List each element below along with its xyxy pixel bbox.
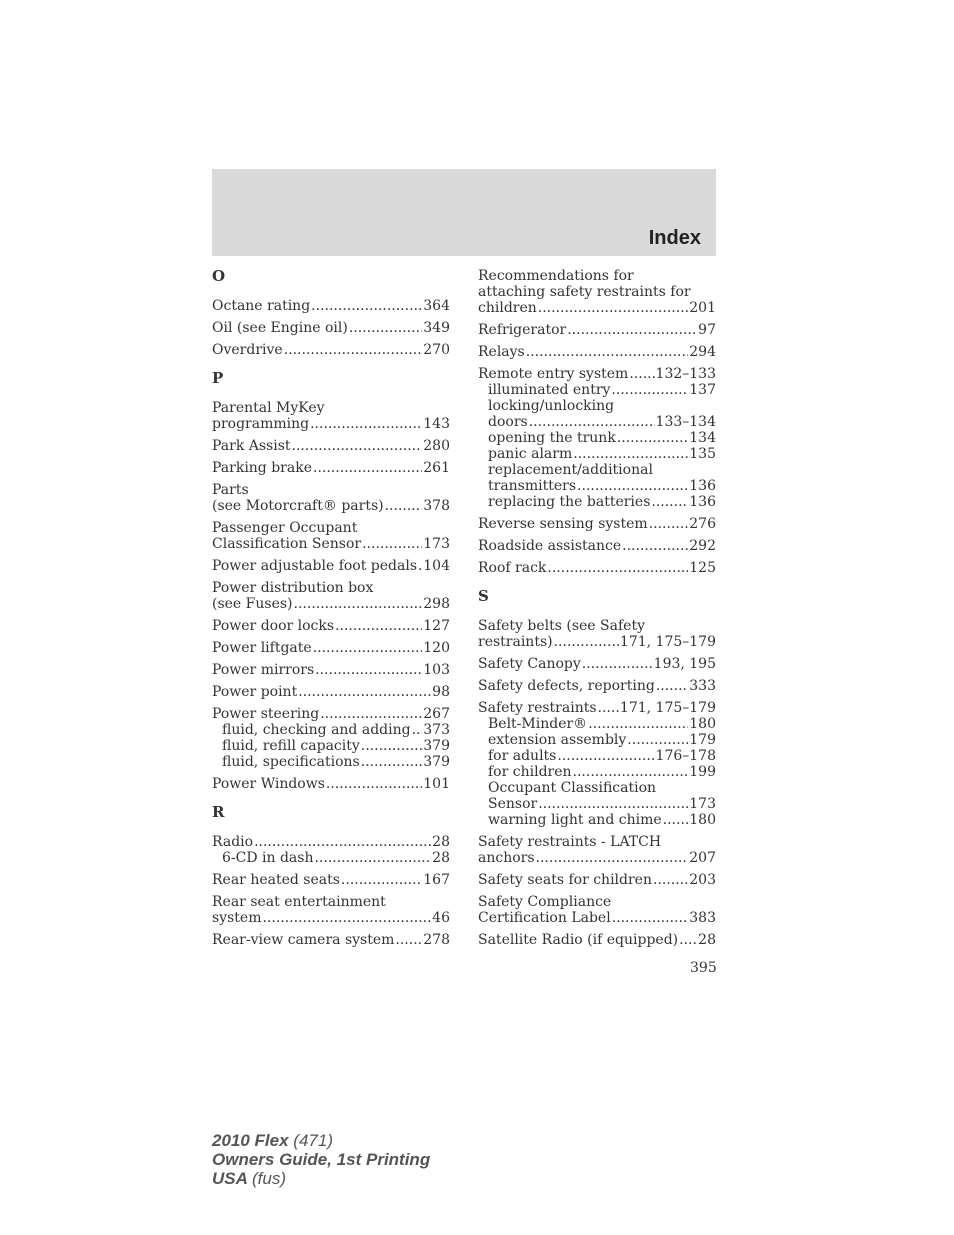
index-subentry: warning light and chime ..... 180	[478, 812, 716, 828]
index-subentry: fluid, checking and adding ..... 373	[212, 722, 450, 738]
index-entry: Rear heated seats ..... 167	[212, 872, 450, 888]
index-subentry: extension assembly ..... 179	[478, 732, 716, 748]
page-number: 395	[690, 960, 717, 976]
footer-imprint: 2010 Flex (471) Owners Guide, 1st Printing USA (fus)	[212, 1131, 431, 1188]
index-subentry: illuminated entry ..... 137	[478, 382, 716, 398]
index-entry: Roof rack ..... 125	[478, 560, 716, 576]
index-entry: Relays ..... 294	[478, 344, 716, 360]
index-subentry: replacing the batteries ..... 136	[478, 494, 716, 510]
index-subentry: fluid, refill capacity ..... 379	[212, 738, 450, 754]
index-subentry: for adults ..... 176–178	[478, 748, 716, 764]
index-subentry: panic alarm ..... 135	[478, 446, 716, 462]
index-entry: Parental MyKey programming ..... 143	[212, 400, 450, 432]
page-title: Index	[648, 227, 701, 249]
index-entry: Passenger Occupant Classification Sensor ..... 173	[212, 520, 450, 552]
section-letter-o: O	[212, 267, 226, 285]
index-entry: Remote entry system ..... 132–133 illuminated entry ..... 137 locking/unlocking doors ..... 133–134 opening the trunk ..... 134 panic alarm ..... 135 replacement/additional transmitters ..... 136 replacing the batteries ..... 136	[478, 366, 716, 510]
index-entry: Radio ..... 28 6-CD in dash ..... 28	[212, 834, 450, 866]
index-entry: Power liftgate ..... 120	[212, 640, 450, 656]
index-entry: Refrigerator ..... 97	[478, 322, 716, 338]
index-entry: Power mirrors ..... 103	[212, 662, 450, 678]
index-entry: Octane rating ..... 364	[212, 298, 450, 314]
index-entry: Power distribution box (see Fuses) ..... 298	[212, 580, 450, 612]
index-entry: Oil (see Engine oil) ..... 349	[212, 320, 450, 336]
index-column-right	[478, 268, 716, 954]
index-entry: Safety Compliance Certification Label ..... 383	[478, 894, 716, 926]
index-entry: Safety Canopy ..... 193, 195	[478, 656, 716, 672]
index-entry: Safety seats for children ..... 203	[478, 872, 716, 888]
index-entry: Parts (see Motorcraft® parts) ..... 378	[212, 482, 450, 514]
index-entry: Roadside assistance ..... 292	[478, 538, 716, 554]
index-subentry: opening the trunk ..... 134	[478, 430, 716, 446]
index-entry: Power steering ..... 267 fluid, checking and adding ..... 373 fluid, refill capacity ..... 379 fluid, specifications ..... 379	[212, 706, 450, 770]
section-letter-s: S	[478, 587, 489, 605]
index-subentry: doors ..... 133–134	[478, 414, 716, 430]
index-entry: Safety restraints ..... 171, 175–179 Belt-Minder® ..... 180 extension assembly ..... 179 for adults ..... 176–178 for children ..... 199 Occupant Classification Sensor ..... 173 warning light and chime ..... 180	[478, 700, 716, 828]
index-entry: Power adjustable foot pedals ..... 104	[212, 558, 450, 574]
index-subentry: 6-CD in dash ..... 28	[212, 850, 450, 866]
index-entry: Reverse sensing system ..... 276	[478, 516, 716, 532]
index-entry: Power door locks ..... 127	[212, 618, 450, 634]
index-subentry: transmitters ..... 136	[478, 478, 716, 494]
index-entry: Safety defects, reporting ..... 333	[478, 678, 716, 694]
index-entry: Safety belts (see Safety restraints) ..... 171, 175–179	[478, 618, 716, 650]
index-entry: Power Windows ..... 101	[212, 776, 450, 792]
index-subentry: Belt-Minder® ..... 180	[478, 716, 716, 732]
header-band	[212, 169, 716, 256]
index-entry: Rear seat entertainment system ..... 46	[212, 894, 450, 926]
index-entry: Rear-view camera system ..... 278	[212, 932, 450, 948]
index-subentry: Sensor ..... 173	[478, 796, 716, 812]
index-entry: Parking brake ..... 261	[212, 460, 450, 476]
index-entry: Park Assist ..... 280	[212, 438, 450, 454]
index-subentry: fluid, specifications ..... 379	[212, 754, 450, 770]
index-entry: Power point ..... 98	[212, 684, 450, 700]
index-entry: Safety restraints - LATCH anchors ..... 207	[478, 834, 716, 866]
index-column-left	[212, 268, 450, 954]
section-letter-r: R	[212, 803, 225, 821]
index-entry: Recommendations for attaching safety restraints for children ..... 201	[478, 268, 716, 316]
index-subentry: for children ..... 199	[478, 764, 716, 780]
index-entry: Satellite Radio (if equipped) ..... 28	[478, 932, 716, 948]
index-entry: Overdrive ..... 270	[212, 342, 450, 358]
section-letter-p: P	[212, 369, 224, 387]
